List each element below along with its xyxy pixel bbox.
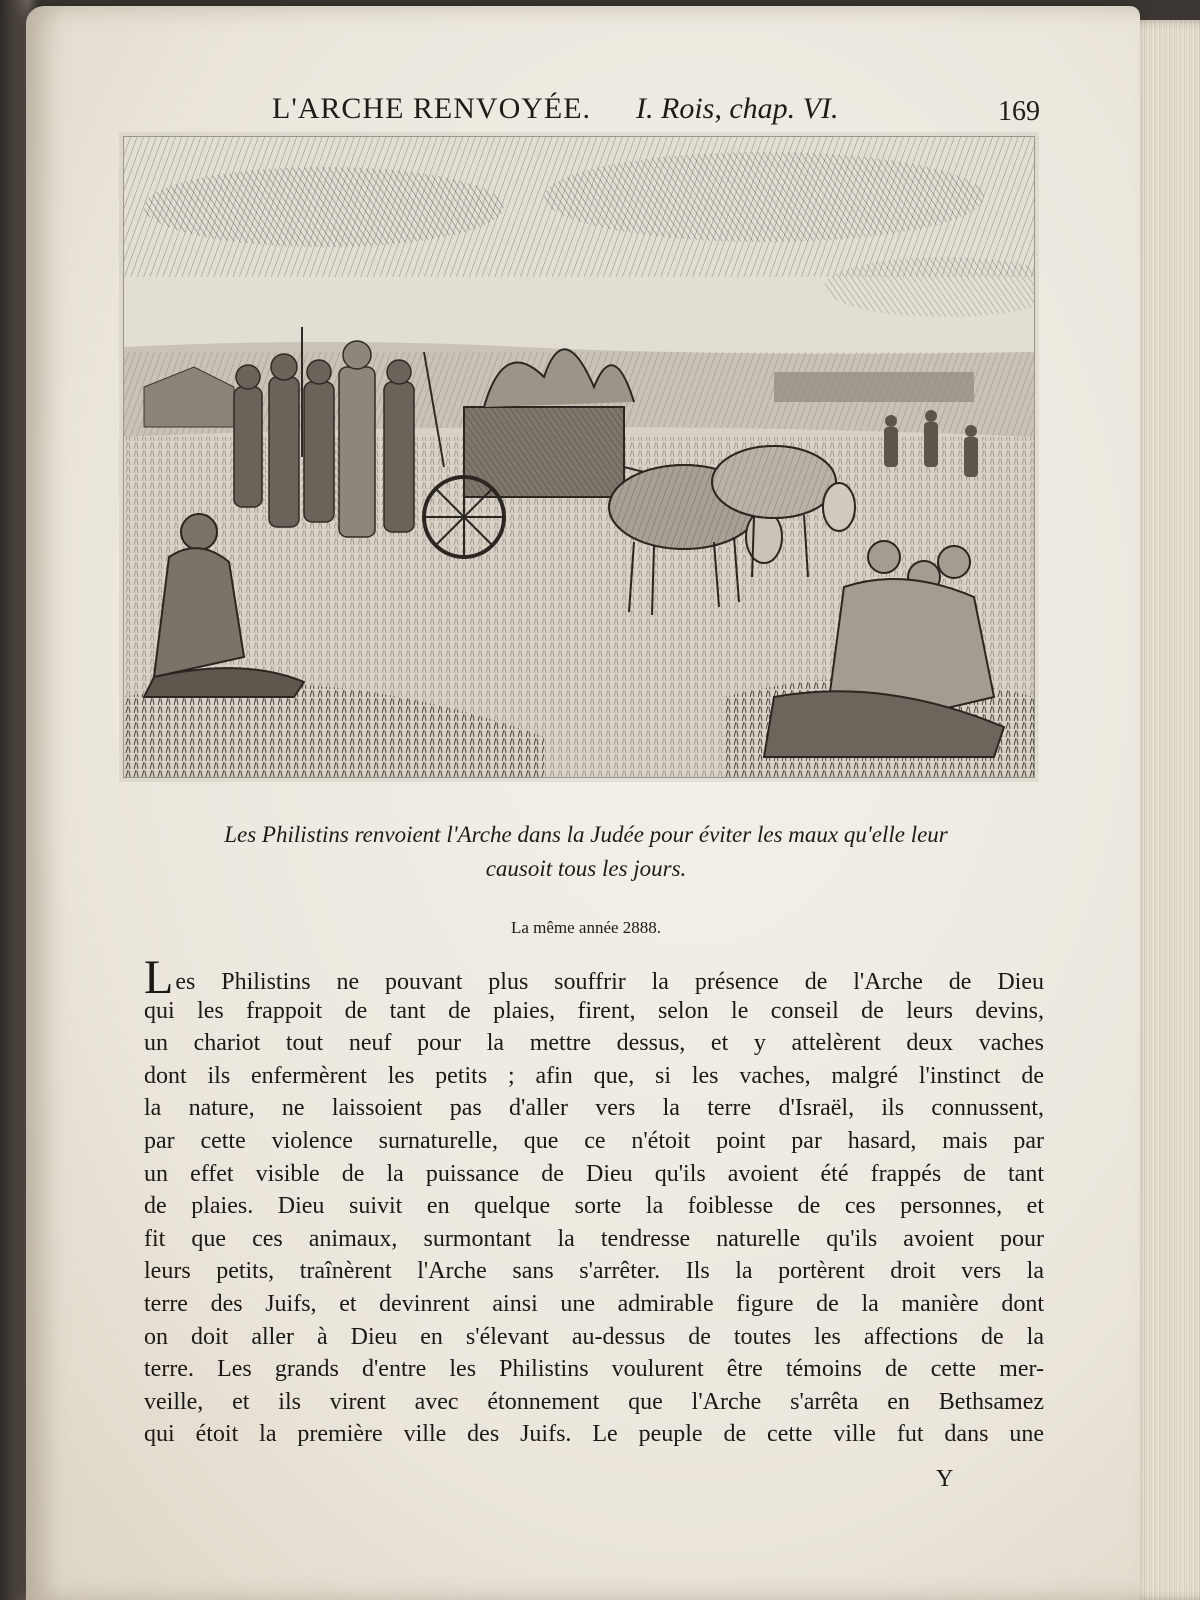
- drop-cap: L: [144, 951, 174, 1004]
- header-reference: I. Rois, chap. VI.: [636, 92, 839, 125]
- text-line: un chariot tout neuf pour la mettre dessus, et y attelèrent deux vaches: [144, 1030, 1044, 1057]
- distant-town: [774, 372, 974, 402]
- year-subheading: La même année 2888.: [510, 918, 662, 937]
- engraving-plate: [123, 136, 1035, 778]
- text-line: qui les frappoit de tant de plaies, firent, selon le conseil de leurs devins,: [144, 997, 1044, 1024]
- text-line: leurs petits, traînèrent l'Arche sans s'arrêter. Ils la portèrent droit vers la: [144, 1258, 1044, 1285]
- text-line: veille, et ils virent avec étonnement que l'Arche s'arrêta en Bethsamez: [144, 1388, 1044, 1415]
- text-line: on doit aller à Dieu en s'élevant au-dessus de toutes les affections de la: [144, 1323, 1044, 1350]
- signature-mark: Y: [936, 1466, 954, 1492]
- text-line: fit que ces animaux, surmontant la tendresse naturelle qu'ils avoient pour: [144, 1225, 1044, 1252]
- header-title: L'ARCHE RENVOYÉE.: [272, 92, 592, 125]
- text-line: dont ils enfermèrent les petits ; afin que, si les vaches, malgré l'instinct de: [144, 1062, 1044, 1089]
- text-line: terre des Juifs, et devinrent ainsi une admirable figure de la manière dont: [144, 1290, 1044, 1317]
- first-line-text: es Philistins ne pouvant plus souffrir la présence de l'Arche de Dieu: [175, 969, 1044, 995]
- text-line: de plaies. Dieu suivit en quelque sorte la foiblesse de ces personnes, et: [144, 1193, 1044, 1220]
- caption-line: causoit tous les jours.: [485, 856, 687, 881]
- body-paragraph: [144, 951, 1044, 1451]
- page-number: 169: [998, 96, 1040, 127]
- caption-line: Les Philistins renvoient l'Arche dans la Judée pour éviter les maux qu'elle leur: [224, 822, 948, 847]
- engraving-illustration: [124, 137, 1034, 777]
- plate-caption: [126, 818, 1046, 886]
- text-line: qui étoit la première ville des Juifs. Le peuple de cette ville fut dans une: [144, 1421, 1044, 1448]
- cloud: [144, 167, 504, 247]
- text-line: la nature, ne laissoient pas d'aller vers la terre d'Israël, ils connussent,: [144, 1095, 1044, 1122]
- book-page: [26, 6, 1140, 1600]
- text-line: par cette violence surnaturelle, que ce n'étoit point par hasard, mais par: [144, 1127, 1044, 1154]
- running-header: [236, 92, 1040, 134]
- cloud: [544, 152, 984, 242]
- text-line: terre. Les grands d'entre les Philistins voulurent être témoins de cette mer-: [144, 1356, 1044, 1383]
- text-line: un effet visible de la puissance de Dieu qu'ils avoient été frappés de tant: [144, 1160, 1044, 1187]
- text-line: [144, 951, 1044, 1004]
